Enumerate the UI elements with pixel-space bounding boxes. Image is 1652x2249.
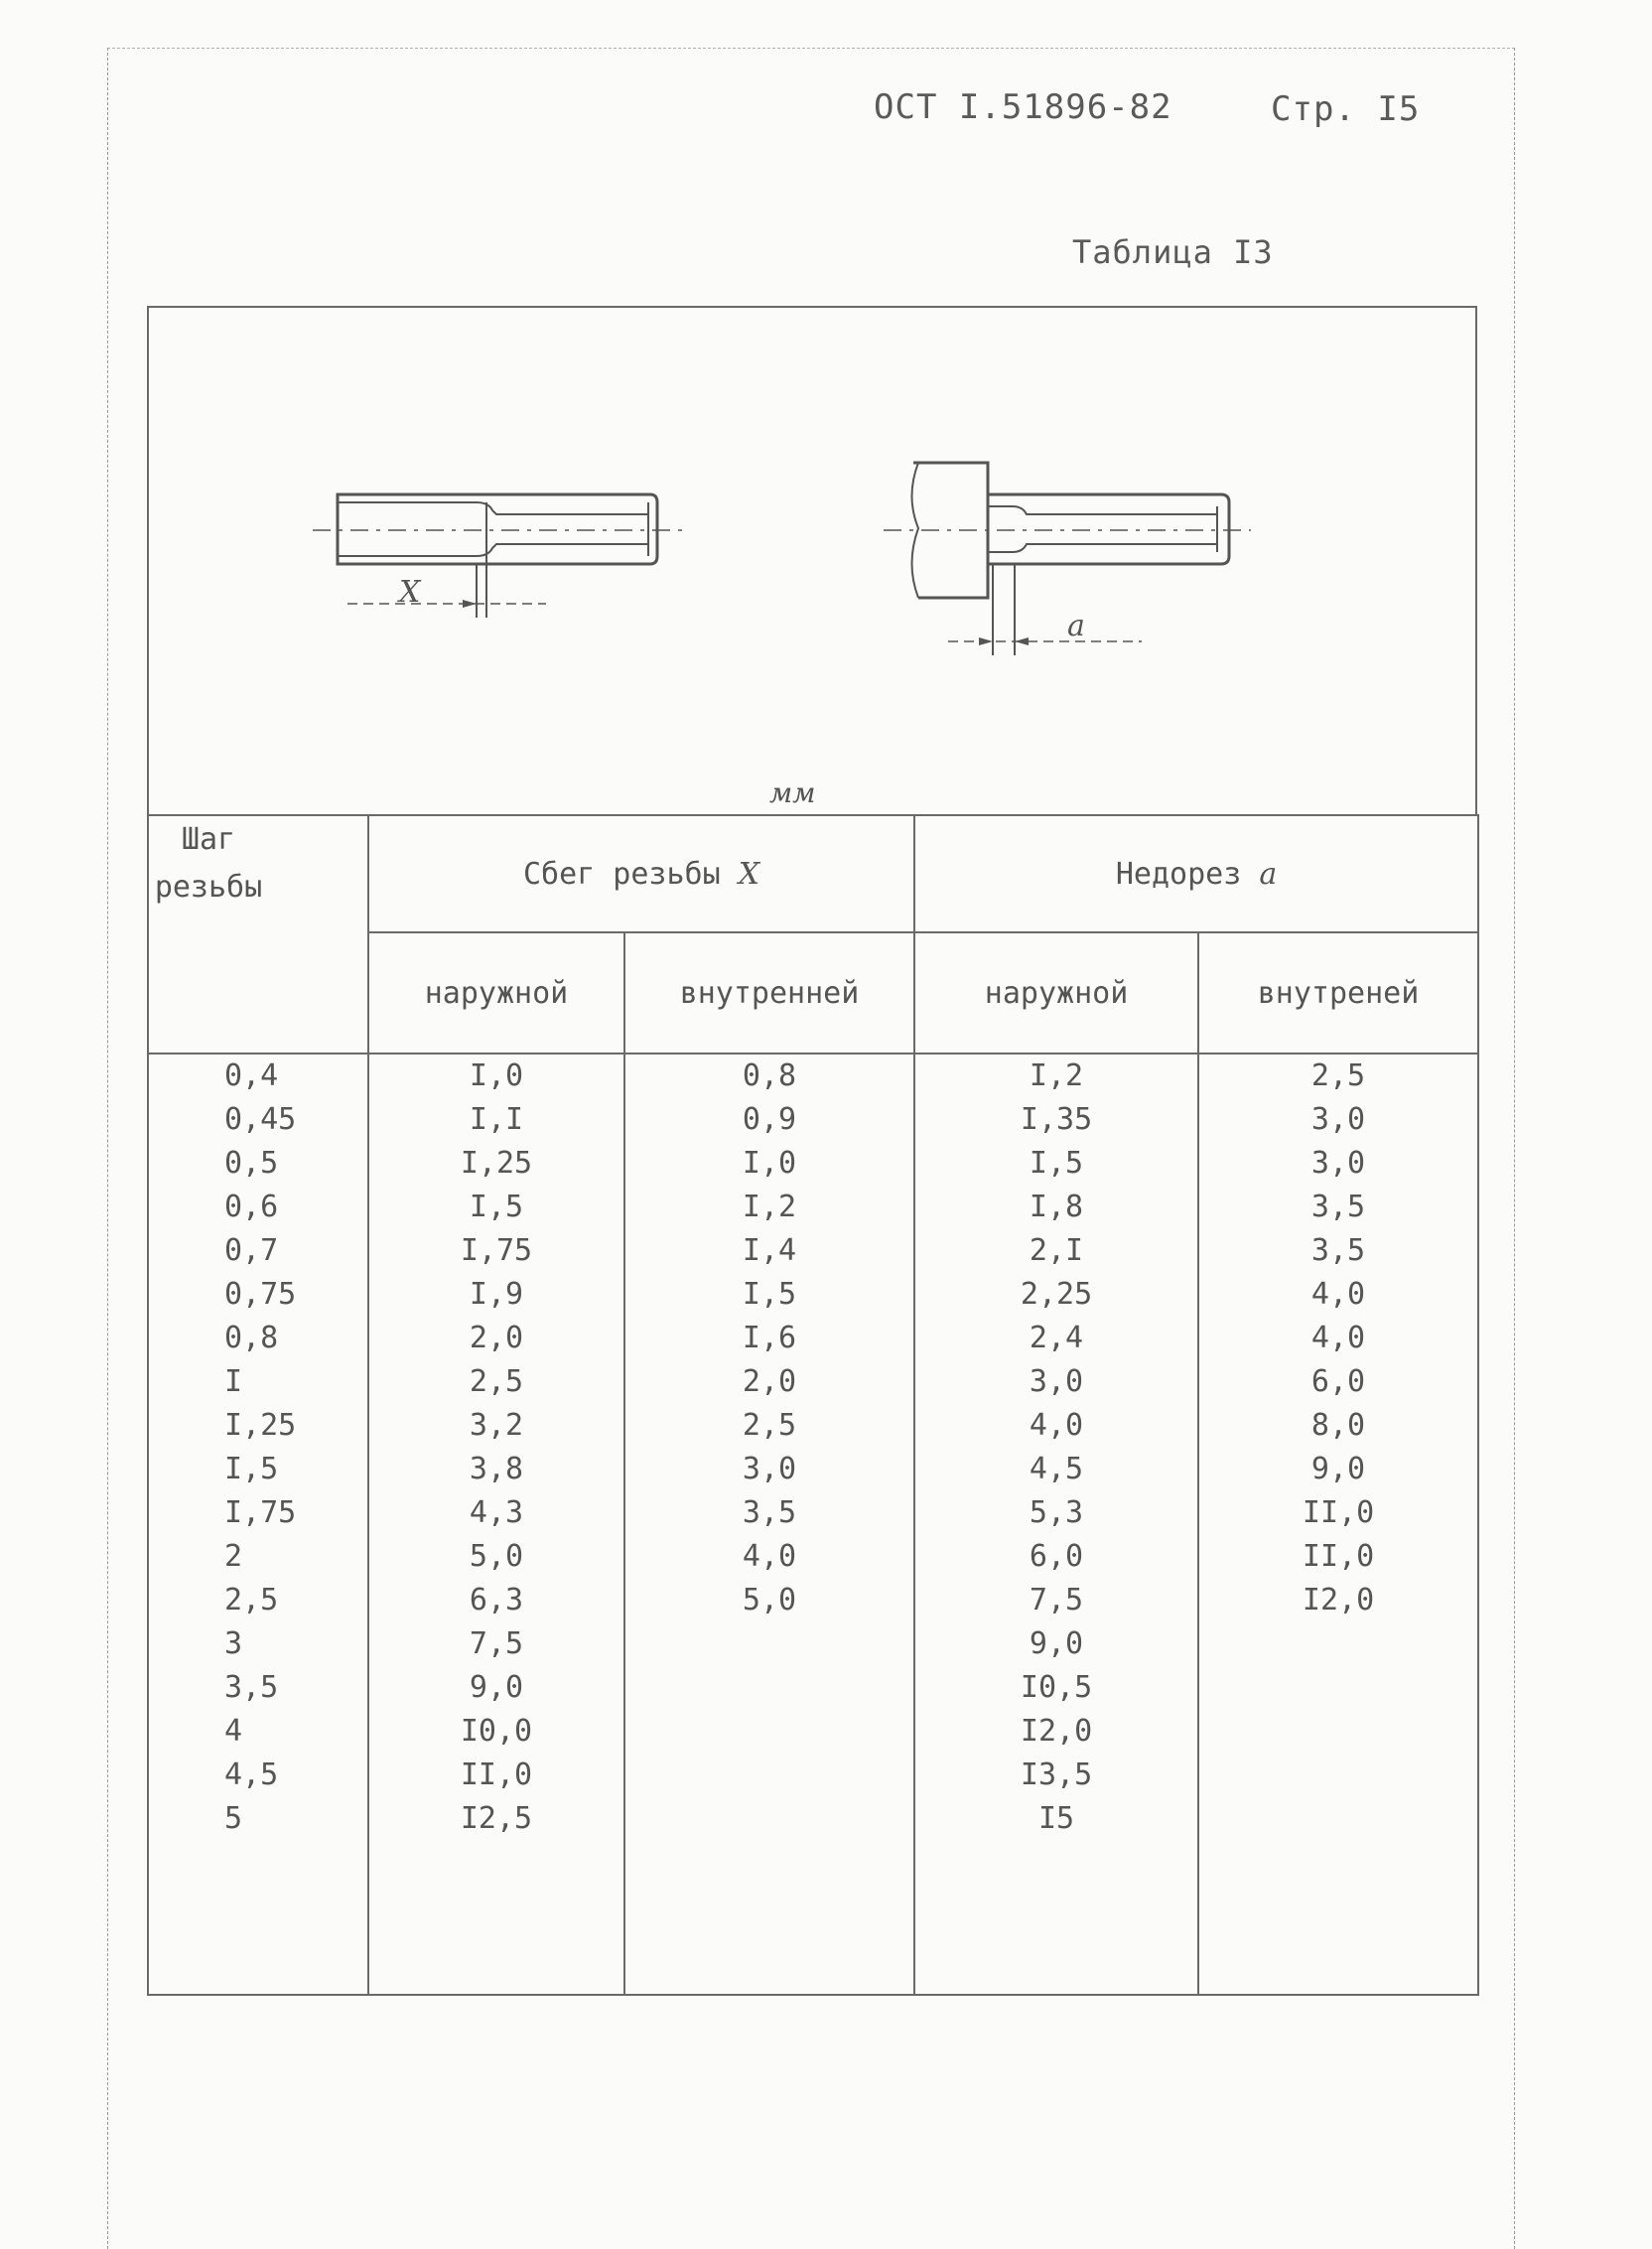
table-cell: I5 [1037,1801,1075,1836]
sub-header-runout-inner: внутренней [624,932,914,1054]
group-undercut-symbol: a [1259,856,1278,892]
table-cell: 3,0 [1310,1146,1366,1181]
col-header-step-label: Шаг резьбы [154,822,263,905]
table-cell: 0,8 [224,1321,279,1355]
table-cell: 4,5 [224,1757,279,1792]
group-header-undercut [914,815,1478,932]
table-cell: 0,9 [742,1102,797,1137]
column-undercut-outer [914,1054,1198,1995]
table-cell: I,9 [469,1277,524,1312]
document-code: ОСТ I.51896-82 [874,87,1172,127]
thread-drawing [149,308,1475,814]
column-runout-outer [368,1054,624,1995]
group-runout-symbol: X [738,856,760,892]
table-cell: I,5 [469,1190,524,1224]
table-cell: 8,0 [1310,1408,1366,1443]
table-cell: 2,4 [1029,1321,1084,1355]
page-border-top [107,48,1515,49]
table-cell: 3,8 [469,1452,524,1486]
table-cell: 6,0 [1029,1539,1084,1574]
table-cell: 5,0 [469,1539,524,1574]
table-cell: 2,5 [1310,1058,1366,1093]
thread-runout-table [147,814,1479,1996]
table-cell: 3,0 [1310,1102,1366,1137]
table-cell: I [224,1364,243,1399]
table-cell: 2,25 [1020,1277,1093,1312]
table-cell: I,0 [742,1146,797,1181]
table-cell: 3,0 [1029,1364,1084,1399]
table-cell: 4,3 [469,1495,524,1530]
table-cell: 9,0 [1029,1626,1084,1661]
label-x: X [399,575,421,610]
table-cell: I,25 [460,1146,533,1181]
sub-header-undercut-outer: наружной [914,932,1198,1054]
table-cell: I,35 [1020,1102,1093,1137]
table-cell: 7,5 [469,1626,524,1661]
table-cell: 2,0 [469,1321,524,1355]
table-cell: 3,2 [469,1408,524,1443]
table-cell: 3,5 [224,1670,279,1705]
column-undercut-inner [1198,1054,1478,1995]
figure-frame [147,306,1477,814]
table-cell: 0,75 [224,1277,297,1312]
table-cell: I,75 [224,1495,297,1530]
table-cell: 7,5 [1029,1583,1084,1617]
table-cell: I,I [469,1102,524,1137]
table-cell: 3,0 [742,1452,797,1486]
table-cell: 9,0 [469,1670,524,1705]
table-cell: 0,45 [224,1102,297,1137]
table-title: Таблица I3 [1072,233,1274,271]
table-cell: I,5 [742,1277,797,1312]
table-cell: II,0 [1302,1539,1375,1574]
table-cell: 2,I [1029,1233,1084,1268]
table-cell: I2,0 [1302,1583,1375,1617]
table-cell: I,8 [1029,1190,1084,1224]
table-cell: II,0 [1302,1495,1375,1530]
table-cell: I,75 [460,1233,533,1268]
table-cell: 4 [224,1714,243,1749]
table-cell: 2,5 [469,1364,524,1399]
table-cell: 3,5 [1310,1233,1366,1268]
table-cell: I,2 [742,1190,797,1224]
external-thread-drawing [313,494,685,618]
table-cell: 0,4 [224,1058,279,1093]
group-header-runout [368,815,914,932]
table-cell: I,6 [742,1321,797,1355]
col-header-step [148,815,368,1054]
table-cell: I3,5 [1020,1757,1093,1792]
group-runout-label: Сбег резьбы [522,856,721,892]
table-cell: I0,0 [460,1714,533,1749]
page-border-right [1514,48,1515,2249]
column-runout-inner [624,1054,914,1995]
group-undercut-label: Недорез [1115,856,1242,892]
table-cell: 3 [224,1626,243,1661]
units-label: мм [769,776,816,809]
page-border-left [107,48,108,2249]
table-cell: I2,5 [460,1801,533,1836]
table-cell: I,5 [1029,1146,1084,1181]
table-cell: 4,5 [1029,1452,1084,1486]
table-cell: 0,6 [224,1190,279,1224]
column-step [148,1054,368,1995]
table-cell: 0,8 [742,1058,797,1093]
table-cell: 3,5 [742,1495,797,1530]
table-cell: I,4 [742,1233,797,1268]
table-cell: 4,0 [1310,1321,1366,1355]
page-number: Стр. I5 [1271,89,1421,129]
table-cell: 6,3 [469,1583,524,1617]
label-a: a [1067,609,1085,643]
table-cell: I0,5 [1020,1670,1093,1705]
table-cell: 0,5 [224,1146,279,1181]
table-cell: 0,7 [224,1233,279,1268]
table-cell: I,0 [469,1058,524,1093]
table-cell: 5 [224,1801,243,1836]
table-cell: 4,0 [1310,1277,1366,1312]
table-cell: 2,5 [224,1583,279,1617]
table-cell: 2 [224,1539,243,1574]
sub-header-runout-outer: наружной [368,932,624,1054]
table-cell: 4,0 [742,1539,797,1574]
table-cell: 2,5 [742,1408,797,1443]
table-cell: 9,0 [1310,1452,1366,1486]
table-cell: 5,3 [1029,1495,1084,1530]
table-cell: II,0 [460,1757,533,1792]
table-cell: 2,0 [742,1364,797,1399]
table-cell: 6,0 [1310,1364,1366,1399]
table-cell: 3,5 [1310,1190,1366,1224]
table-cell: 5,0 [742,1583,797,1617]
table-cell: I,5 [224,1452,279,1486]
table-cell: I2,0 [1020,1714,1093,1749]
table-cell: I,2 [1029,1058,1084,1093]
sub-header-undercut-inner: внутреней [1198,932,1478,1054]
table-cell: I,25 [224,1408,297,1443]
table-cell: 4,0 [1029,1408,1084,1443]
